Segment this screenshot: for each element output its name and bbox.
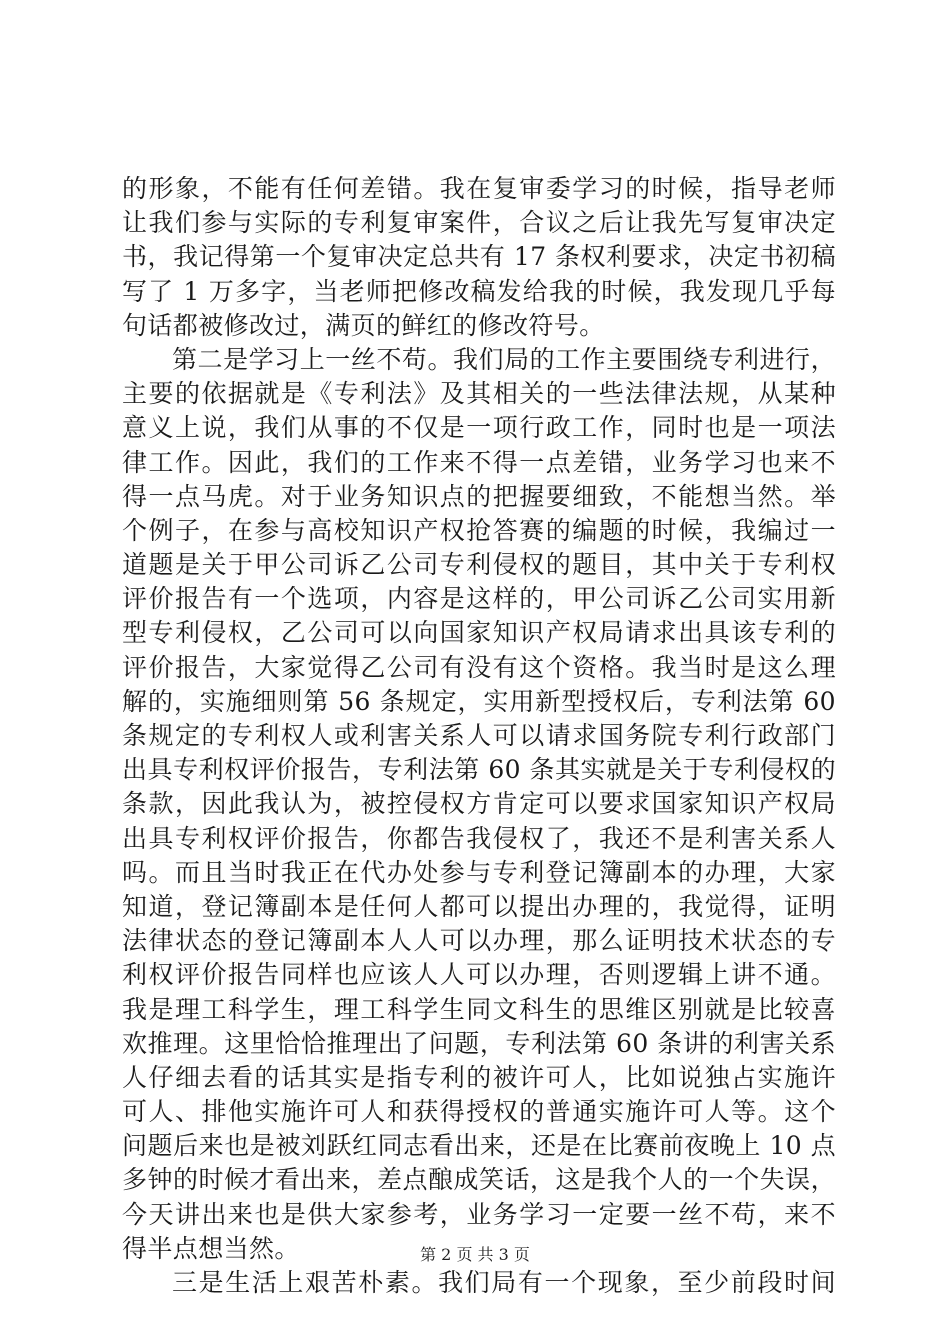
text-line: 出具专利权评价报告，专利法第 60 条其实就是关于专利侵权的 xyxy=(122,755,836,785)
text-line: 吗。而且当时我正在代办处参与专利登记簿副本的办理，大家 xyxy=(122,857,836,887)
text-line: 的形象，不能有任何差错。我在复审委学习的时候，指导老师 xyxy=(122,174,836,203)
text-line: 第二是学习上一丝不苟。我们局的工作主要围绕专利进行， xyxy=(172,344,836,374)
text-line: 条款，因此我认为，被控侵权方肯定可以要求国家知识产权局 xyxy=(122,789,836,819)
text-line: 型专利侵权，乙公司可以向国家知识产权局请求出具该专利的 xyxy=(122,618,836,648)
text-line: 让我们参与实际的专利复审案件，合议之后让我先写复审决定 xyxy=(122,208,836,238)
text-line: 主要的依据就是《专利法》及其相关的一些法律法规，从某种 xyxy=(122,379,836,409)
text-line: 书，我记得第一个复审决定总共有 17 条权利要求，决定书初稿 xyxy=(122,242,836,272)
page-footer: 第 2 页 共 3 页 xyxy=(420,1245,530,1264)
text-line: 得半点想当然。 xyxy=(122,1233,300,1263)
text-line: 得一点马虎。对于业务知识点的把握要细致，不能想当然。举 xyxy=(122,481,836,511)
text-line: 意义上说，我们从事的不仅是一项行政工作，同时也是一项法 xyxy=(122,413,836,443)
text-line: 我是理工科学生，理工科学生同文科生的思维区别就是比较喜 xyxy=(122,994,836,1024)
text-line: 欢推理。这里恰恰推理出了问题，专利法第 60 条讲的利害关系 xyxy=(122,1028,836,1058)
text-line: 句话都被修改过，满页的鲜红的修改符号。 xyxy=(122,310,605,340)
text-line: 法律状态的登记簿副本人人可以办理，那么证明技术状态的专 xyxy=(122,926,836,956)
text-line: 可人、排他实施许可人和获得授权的普通实施许可人等。这个 xyxy=(122,1097,836,1127)
text-line: 利权评价报告同样也应该人人可以办理，否则逻辑上讲不通。 xyxy=(122,960,836,990)
body-text xyxy=(122,172,836,1300)
text-line: 条规定的专利权人或利害关系人可以请求国务院专利行政部门 xyxy=(122,721,836,750)
text-line: 解的，实施细则第 56 条规定，实用新型授权后，专利法第 60 xyxy=(122,686,836,716)
text-line: 评价报告有一个选项，内容是这样的，甲公司诉乙公司实用新 xyxy=(122,584,836,614)
text-line: 知道，登记簿副本是任何人都可以提出办理的，我觉得，证明 xyxy=(122,891,836,921)
text-line: 道题是关于甲公司诉乙公司专利侵权的题目，其中关于专利权 xyxy=(122,550,836,580)
text-line: 人仔细去看的话其实是指专利的被许可人，比如说独占实施许 xyxy=(122,1062,836,1092)
text-line: 问题后来也是被刘跃红同志看出来，还是在比赛前夜晚上 10 点 xyxy=(122,1131,836,1161)
text-line: 今天讲出来也是供大家参考，业务学习一定要一丝不苟，来不 xyxy=(122,1199,836,1229)
text-line: 个例子，在参与高校知识产权抢答赛的编题的时候，我编过一 xyxy=(122,515,836,545)
text-line: 评价报告，大家觉得乙公司有没有这个资格。我当时是这么理 xyxy=(122,652,836,682)
text-line: 三是生活上艰苦朴素。我们局有一个现象，至少前段时间 xyxy=(172,1268,836,1297)
text-line: 写了 1 万多字，当老师把修改稿发给我的时候，我发现几乎每 xyxy=(122,276,836,306)
text-line: 多钟的时候才看出来，差点酿成笑话，这是我个人的一个失误， xyxy=(122,1165,836,1195)
text-line: 出具专利权评价报告，你都告我侵权了，我还不是利害关系人 xyxy=(122,823,836,853)
text-line: 律工作。因此，我们的工作来不得一点差错，业务学习也来不 xyxy=(122,447,836,477)
